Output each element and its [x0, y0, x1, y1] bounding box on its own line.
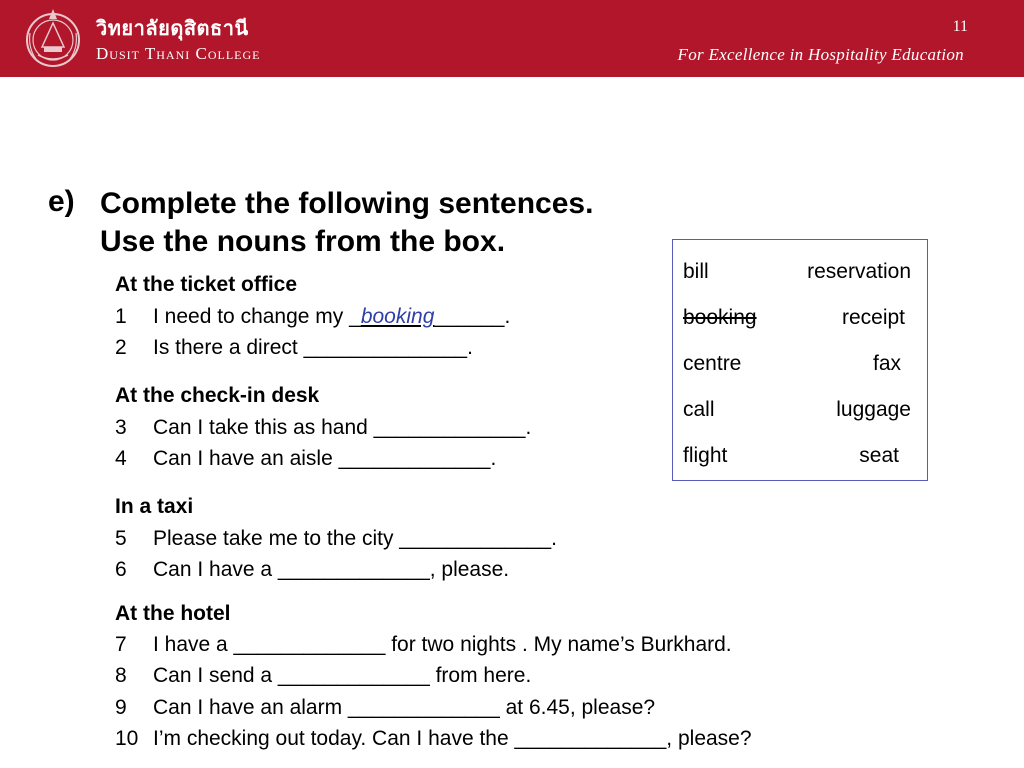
sentence-text: Can I have an alarm _____________ at 6.45, please?: [153, 696, 656, 719]
sentence-number: 9: [115, 696, 127, 719]
blank-prefix: _: [349, 305, 361, 328]
word-reservation: reservation: [807, 260, 911, 283]
section-title-ticket-office: At the ticket office: [115, 273, 298, 296]
sentence-text: I have a _____________ for two nights . My name’s Burkhard.: [153, 633, 732, 656]
sentence-number: 1: [115, 305, 127, 328]
word-luggage: luggage: [836, 398, 911, 421]
slide-number: 11: [952, 18, 968, 35]
word-box: [672, 239, 928, 481]
college-tagline: For Excellence in Hospitality Education: [677, 45, 964, 64]
word-bill: bill: [683, 260, 709, 283]
sentence-number: 3: [115, 416, 127, 439]
sentence-number: 8: [115, 664, 127, 687]
sentence-8: [115, 664, 531, 688]
sentence-number: 7: [115, 633, 127, 656]
header-banner: [0, 0, 1024, 77]
task-title-line-1: Complete the following sentences.: [100, 187, 594, 220]
sentence-4: [115, 447, 496, 471]
sentence-text: Please take me to the city _____________.: [153, 527, 557, 550]
sentence-3: [115, 416, 531, 440]
sentence-6: [115, 558, 509, 582]
college-name-thai: วิทยาลัยดุสิตธานี: [96, 16, 249, 40]
sentence-text: Is there a direct ______________.: [153, 336, 473, 359]
sentence-number: 5: [115, 527, 127, 550]
sentence-number: 10: [115, 727, 139, 750]
sentence-number: 4: [115, 447, 127, 470]
sentence-text: I need to change my: [153, 305, 350, 328]
sentence-end: .: [504, 305, 511, 328]
sentence-10: [115, 727, 752, 751]
task-letter: e): [48, 185, 75, 218]
college-seal-icon: [24, 3, 82, 73]
word-centre: centre: [683, 352, 742, 375]
sentence-2: [115, 336, 473, 360]
word-booking-struck: booking: [683, 306, 757, 329]
sentence-1: [115, 305, 510, 329]
task-title-line-2: Use the nouns from the box.: [100, 225, 506, 258]
sentence-text: Can I take this as hand _____________.: [153, 416, 532, 439]
sentence-text: Can I have a _____________, please.: [153, 558, 510, 581]
sentence-text: Can I send a _____________ from here.: [153, 664, 532, 687]
sentence-text: Can I have an aisle _____________.: [153, 447, 497, 470]
task-title: [100, 185, 593, 261]
sentence-number: 6: [115, 558, 127, 581]
sentence-7: [115, 633, 732, 657]
college-name-english: Dusit Thani College: [96, 44, 261, 63]
sentence-9: [115, 696, 655, 720]
section-title-check-in-desk: At the check-in desk: [115, 384, 320, 407]
filled-answer: booking: [360, 305, 435, 328]
word-call: call: [683, 398, 715, 421]
word-seat: seat: [859, 444, 899, 467]
word-flight: flight: [683, 444, 728, 467]
section-title-taxi: In a taxi: [115, 495, 194, 518]
word-receipt: receipt: [841, 306, 905, 329]
section-title-hotel: At the hotel: [115, 602, 231, 625]
word-fax: fax: [872, 352, 901, 375]
sentence-number: 2: [115, 336, 127, 359]
sentence-5: [115, 527, 557, 551]
sentence-text: I’m checking out today. Can I have the _____________, please?: [153, 727, 752, 750]
blank-suffix: ______: [434, 305, 505, 328]
